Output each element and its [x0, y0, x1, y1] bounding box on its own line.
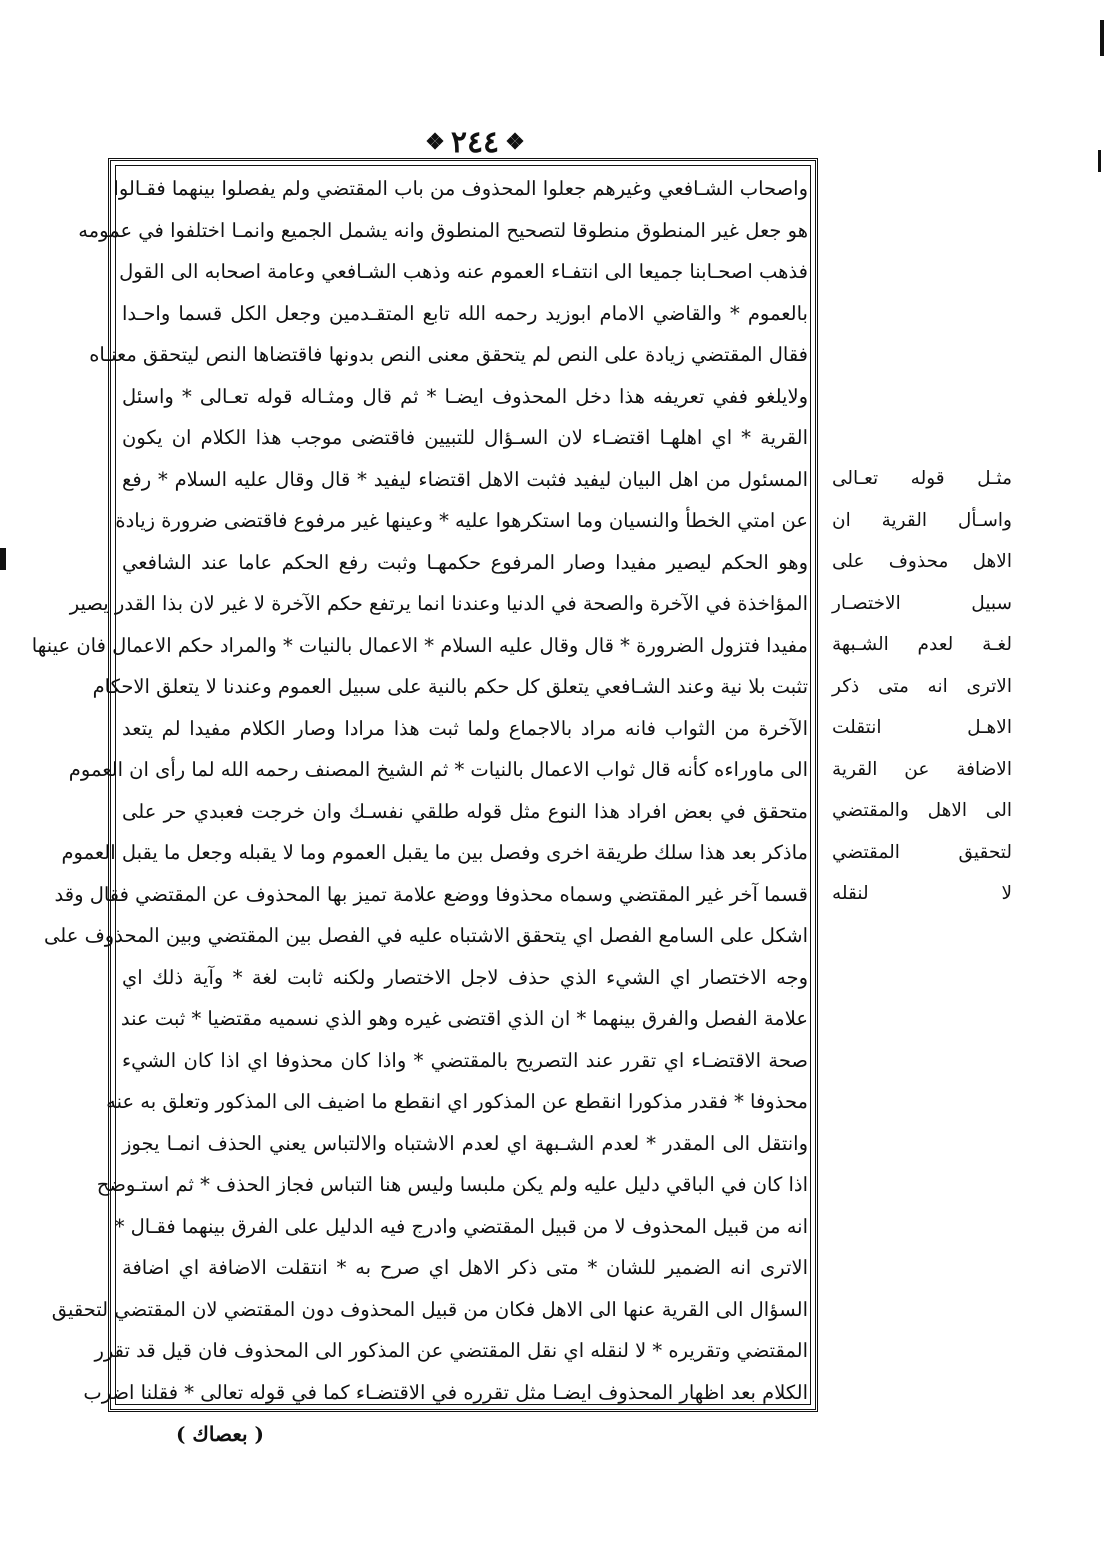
main-text-line: الآخرة من الثواب فانه مراد بالاجماع ولما ثبت هذا مرادا وصار الكلام مفيدا لم يتعد [122, 716, 808, 740]
main-text-line: وهو الحكم ليصير مفيدا وصار المرفوع حكمهـا وثبت رفع الحكم عاما عند الشافعي [122, 550, 808, 574]
main-text-line: المقتضي وتقريره * لا لنقله اي نقل المقتضي عن المذكور الى المحذوف فان قيل قد تقرر [94, 1339, 808, 1362]
main-text-line: انه من قبيل المحذوف لا من قبيل المقتضي وادرج فيه الدليل على الفرق بينهما فقـال * [114, 1214, 808, 1238]
scan-edge-mark [1100, 20, 1104, 56]
main-text-line: الى ماوراءه كأنه قال ثواب الاعمال بالنيات * ثم الشيخ المصنف رحمه الله لما رأى ان العموم [68, 758, 808, 781]
main-text-line: القرية * اي اهلهـا اقتضـاء لان السـؤال للتبيين فاقتضى موجب هذا الكلام ان يكون [122, 426, 808, 449]
main-text-line: فقال المقتضي زيادة على النص لم يتحقق معنى النص بدونها فاقتضاها النص ليتحقق معنـاه [89, 343, 808, 366]
main-text-line: اذا كان في الباقي دليل عليه ولم يكن ملبسا وليس هنا التباس فجاز الحذف * ثم استـوضح [96, 1173, 808, 1196]
main-text-line: تثبت بلا نية وعند الشـافعي يتعلق كل حكم بالنية على سبيل العموم وعندنا لا يتعلق الاحكام [92, 675, 808, 698]
main-text-line: محذوفا * فقدر مذكورا انقطع عن المذكور اي انقطع ما اضيف الى المذكور وتعلق به عنه [106, 1090, 808, 1113]
main-text-line: واصحاب الشـافعي وغيرهم جعلوا المحذوف من باب المقتضي ولم يفصلوا بينهما فقـالوا [113, 177, 808, 200]
gloss-line: الاهل محذوف على [832, 551, 1012, 572]
main-text-block [31, 168, 808, 1413]
scan-edge-mark [1098, 150, 1101, 172]
main-text-line: وانتقل الى المقدر * لعدم الشـبهة اي لعدم الاشتباه والالتباس يعني الحذف انمـا يجوز [122, 1131, 808, 1155]
page-number-value: ٢٤٤ [450, 124, 500, 160]
main-text-line: مفيدا فتزول الضرورة * قال وقال عليه السلام * الاعمال بالنيات * والمراد حكم الاعمال فان عينها [31, 633, 808, 657]
main-text-line: علامة الفصل والفرق بينهما * ان الذي اقتضى غيره وهو الذي نسميه مقتضيا * ثبت عند [120, 1007, 808, 1030]
gloss-line: الاترى انه متى ذكر [832, 675, 1012, 697]
main-text-line: المسئول من اهل البيان ليفيد فثبت الاهل اقتضاء ليفيد * قال وقال عليه السلام * رفع [122, 467, 808, 491]
main-text-line: السؤال الى القرية عنها الى الاهل فكان من قبيل المحذوف دون المقتضي لان المقتضي لتحقيق [51, 1297, 808, 1321]
main-text-line: قسما آخر غير المقتضي وسماه محذوفا ووضع علامة تميز بها المحذوف عن المقتضي فقال وقد [54, 882, 808, 906]
main-text-line: ولايلغو ففي تعريفه هذا دخل المحذوف ايضـا * ثم قال ومثـاله قوله تعـالى * واسئل [122, 384, 808, 408]
gloss-line: الى الاهل والمقتضي [832, 800, 1012, 821]
gloss-line: الاهـل انتقلت [832, 717, 1012, 738]
gloss-line: لتحقيق المقتضي [832, 841, 1012, 863]
gloss-line: الاضافة عن القرية [832, 758, 1012, 780]
main-text-line: الكلام بعد اظهار المحذوف ايضـا مثل تقرره في الاقتضـاء كما في قوله تعالى * فقلنا اضرب [83, 1380, 808, 1404]
ornament-icon: ❖ [505, 129, 525, 155]
main-text-line: وجه الاختصار اي الشيء الذي حذف لاجل الاختصار ولكنه ثابت لغة * وآية ذلك اي [122, 965, 808, 989]
gloss-line: مثـل قوله تعـالى [832, 468, 1012, 489]
main-text-line: اشكل على السامع الفصل اي يتحقق الاشتباه عليه في الفصل بين المقتضي وبين المحذوف على [44, 924, 808, 947]
gloss-line: واسـأل القرية ان [832, 509, 1012, 531]
main-text-line: فذهب اصحـابنا جميعا الى انتفـاء العموم عنه وذهب الشـافعي وعامة اصحابه الى القول [119, 260, 808, 283]
main-text-line: بالعموم * والقاضي الامام ابوزيد رحمه الله تابع المتقـدمين وجعل الكل قسما واحـدا [122, 301, 808, 325]
gloss-line: لا لنقله [832, 883, 1012, 904]
main-text-line: عن امتي الخطأ والنسيان وما استكرهوا عليه * وعينها غير مرفوع فاقتضى ضرورة زيادة [115, 509, 808, 532]
gloss-line: سبيل الاختصـار [832, 592, 1012, 614]
main-text-line: هو جعل غير المنطوق منطوقا لتصحيح المنطوق وانه يشمل الجميع وانمـا اختلفوا في عمومه [78, 218, 808, 242]
main-text-line: صحة الاقتضـاء اي تقرر عند التصريح بالمقتضي * واذا كان محذوفا اي اذا كان الشيء [122, 1048, 808, 1072]
main-text-line: ماذكر بعد هذا سلك طريقة اخرى وفصل بين ما يقبل العموم وما لا يقبله وجعل ما يقبل العموم [61, 841, 808, 864]
main-text-line: متحقق في بعض افراد هذا النوع مثل قوله طلقي نفسـك وان خرجت فعبدي حر على [122, 799, 808, 823]
main-text-line: الاترى انه الضمير للشان * متى ذكر الاهل اي صرح به * انتقلت الاضافة اي اضافة [122, 1256, 808, 1279]
gloss-line: لغـة لعدم الشـبهة [832, 634, 1012, 655]
ornament-icon: ❖ [425, 129, 445, 155]
scan-edge-mark [0, 548, 6, 570]
catchword: ( بعصاك ) [176, 1422, 264, 1446]
margin-gloss [832, 458, 1012, 915]
main-text-line: المؤاخذة في الآخرة والصحة في الدنيا وعندنا انما يرتفع حكم الآخرة لا غير لان بذا القدر يصير [69, 592, 808, 615]
